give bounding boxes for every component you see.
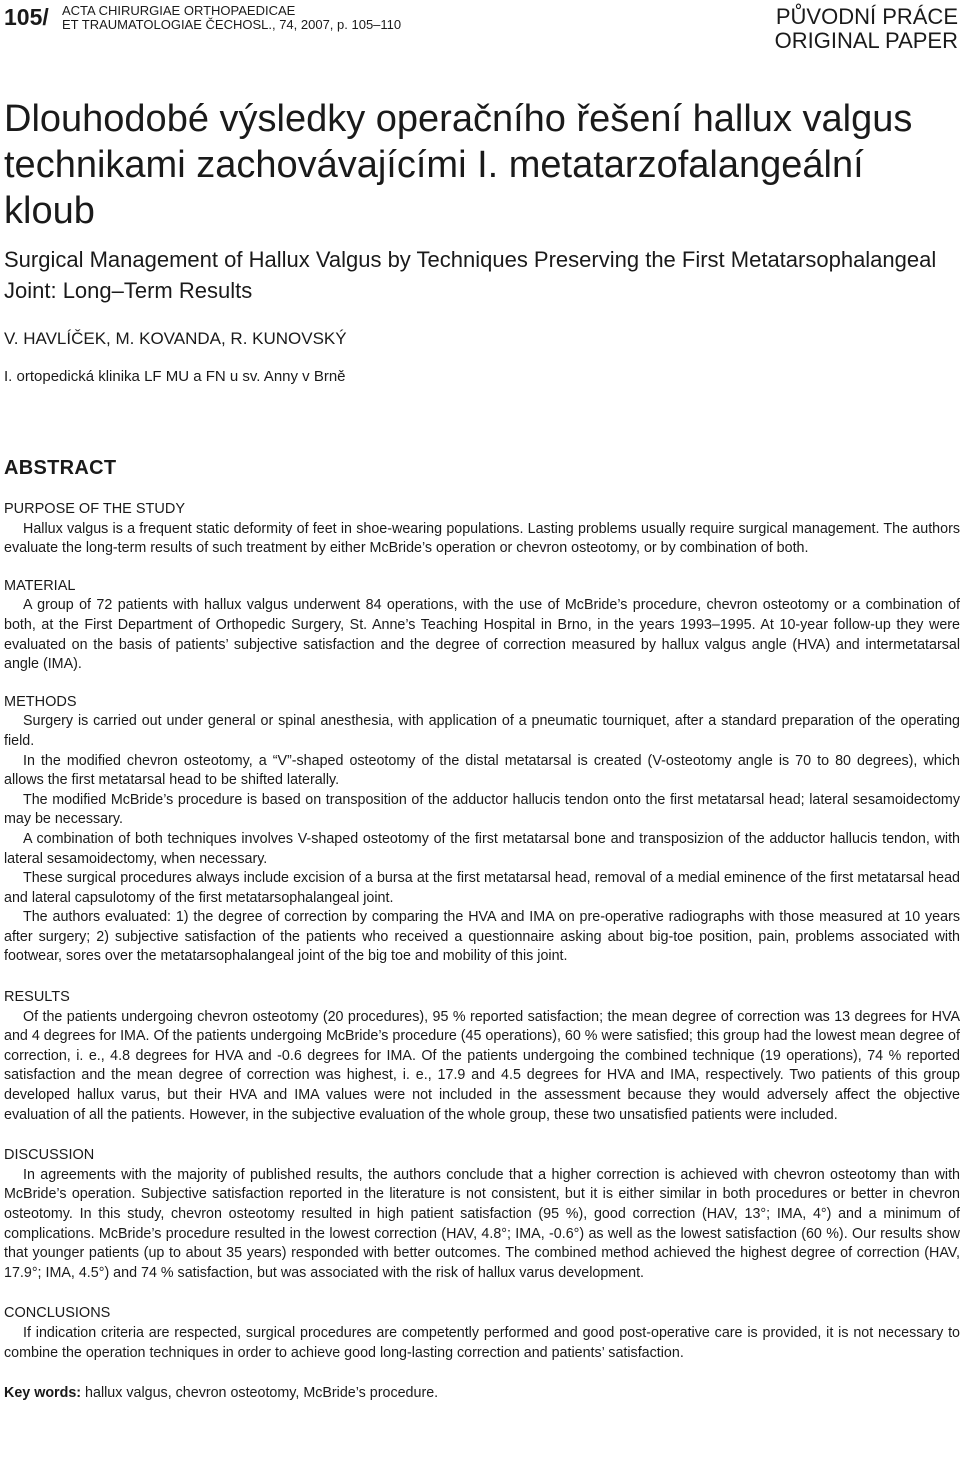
section-heading-discussion: DISCUSSION	[4, 1147, 95, 1164]
methods-paragraph-6: The authors evaluated: 1) the degree of correction by comparing the HVA and IMA on pre-operative radiographs with those measured at 10 years after surgery; 2) subjective satisfaction of the patients who received a questionnaire asking about big-toe position, pain, problems associated with footwear, sores over the metatarsophalangeal joint of the big toe and mobility of this joint.	[4, 909, 960, 965]
methods-paragraph-1: Surgery is carried out under general or spinal anesthesia, with application of a pneumatic tourniquet, after a standard preparation of the operating field.	[4, 713, 960, 749]
page-number: 105/	[4, 4, 49, 30]
journal-name: ACTA CHIRURGIAE ORTHOPAEDICAE	[62, 3, 296, 18]
material-paragraph: A group of 72 patients with hallux valgus underwent 84 operations, with the use of McBride’s procedure, chevron osteotomy or a combination of both, at the First Department of Orthopedic Surgery, St. Anne’s Teaching Hospital in Brno, in the years 1993–1995. At 10-year follow-up they were evaluated on the basis of patients’ subjective satisfaction and the degree of correction measured by hallux valgus angle (HVA) and intermetatarsal angle (IMA).	[4, 597, 960, 673]
section-heading-results: RESULTS	[4, 989, 70, 1006]
methods-paragraph-5: These surgical procedures always include excision of a bursa at the first metatarsal head, removal of a medial eminence of the first metatarsal head and lateral capsulotomy of the first metatarsophalangeal joint.	[4, 870, 960, 906]
title-czech: Dlouhodobé výsledky operačního řešení hallux valgus technikami zachovávajícími I. metatarzofalangeální kloub	[4, 98, 913, 232]
title-english: Surgical Management of Hallux Valgus by Techniques Preserving the First Metatarsophalangeal Joint: Long–Term Results	[4, 247, 937, 303]
methods-paragraph-2: In the modified chevron osteotomy, a “V”-shaped osteotomy of the distal metatarsal is created (V-osteotomy angle is 70 to 80 degrees), which allows the first metatarsal head to be shifted laterally.	[4, 752, 960, 789]
affiliation: I. ortopedická klinika LF MU a FN u sv. Anny v Brně	[4, 368, 346, 385]
section-heading-methods: METHODS	[4, 693, 77, 710]
abstract-body	[4, 500, 960, 1404]
journal-volume: ET TRAUMATOLOGIAE ČECHOSL., 74, 2007, p. 105–110	[62, 17, 402, 32]
discussion-paragraph: In agreements with the majority of published results, the authors conclude that a higher correction is achieved with chevron osteotomy than with McBride’s operation. Subjective satisfaction reported in the literature is not consistent, but it is either similar in both procedures or better in chevron osteotomy. In this study, chevron osteotomy resulted in high patient satisfaction (95 %), good correction (HAV, 13°; IMA, 4°) and a minimum of complications. McBride’s procedure resulted in the lowest correction (HAV, 4.8°; IMA, -0.6°) as well as the lowest satisfaction (60 %). Our results show that younger patients (up to about 35 years) responded with better outcomes. The combined method achieved the highest degree of correction (HAV, 17.9°; IMA, 4.5°) and 74 % satisfaction, but was associated with the risk of hallux varus development.	[4, 1166, 960, 1281]
purpose-paragraph: Hallux valgus is a frequent static deformity of feet in shoe-wearing populations. Lasting problems usually require surgical management. The authors evaluate the long-term results of such treatment by either McBride’s operation or chevron osteotomy, or by combination of both.	[4, 520, 960, 557]
methods-paragraph-3: The modified McBride’s procedure is based on transposition of the adductor hallucis tendon onto the first metatarsal head; lateral sesamoidectomy may be necessary.	[4, 791, 960, 828]
section-heading-material: MATERIAL	[4, 577, 76, 594]
methods-paragraph-4: A combination of both techniques involves V-shaped osteotomy of the first metatarsal bone and transposizion of the adductor hallucis tendon, with lateral sesamoidectomy, when necessary.	[4, 830, 960, 867]
article-type	[775, 5, 958, 53]
keywords	[4, 1384, 960, 1404]
journal-citation	[62, 4, 401, 32]
page-header	[0, 0, 960, 53]
article-type-en: ORIGINAL PAPER	[774, 28, 958, 53]
keywords-text: hallux valgus, chevron osteotomy, McBride’s procedure.	[85, 1385, 439, 1402]
results-paragraph: Of the patients undergoing chevron osteotomy (20 procedures), 95 % reported satisfaction; the mean degree of correction was 13 degrees for HVA and 4 degrees for IMA. Of the patients undergoing McBride’s procedure (45 operations), 60 % were satisfied; this group had the lowest mean degree of correction, i. e., 4.8 degrees for HVA and -0.6 degrees for IMA. Of the patients undergoing the combined technique (19 operations), 74 % reported satisfaction and the mean degree of correction was highest, i. e., 17.9 and 4.5 degrees for HVA and IMA, respectively. Two patients of this group developed hallux varus, but their HVA and IMA values were not included in the assessment because they would adversely affect the objective evaluation of all the patients. However, in the subjective evaluation of the whole group, these two unsatisfied patients were included.	[4, 1008, 960, 1123]
article-type-cz: PŮVODNÍ PRÁCE	[775, 4, 958, 29]
conclusions-paragraph: If indication criteria are respected, surgical procedures are competently performed and good post-operative care is provided, it is not necessary to combine the operation techniques in order to achieve good long-lasting correction and patients’ satisfaction.	[4, 1324, 960, 1361]
section-heading-conclusions: CONCLUSIONS	[4, 1305, 111, 1322]
keywords-label: Key words:	[4, 1385, 82, 1402]
abstract-heading: ABSTRACT	[4, 457, 117, 479]
authors: V. HAVLÍČEK, M. KOVANDA, R. KUNOVSKÝ	[4, 329, 347, 348]
section-heading-purpose: PURPOSE OF THE STUDY	[4, 501, 186, 517]
